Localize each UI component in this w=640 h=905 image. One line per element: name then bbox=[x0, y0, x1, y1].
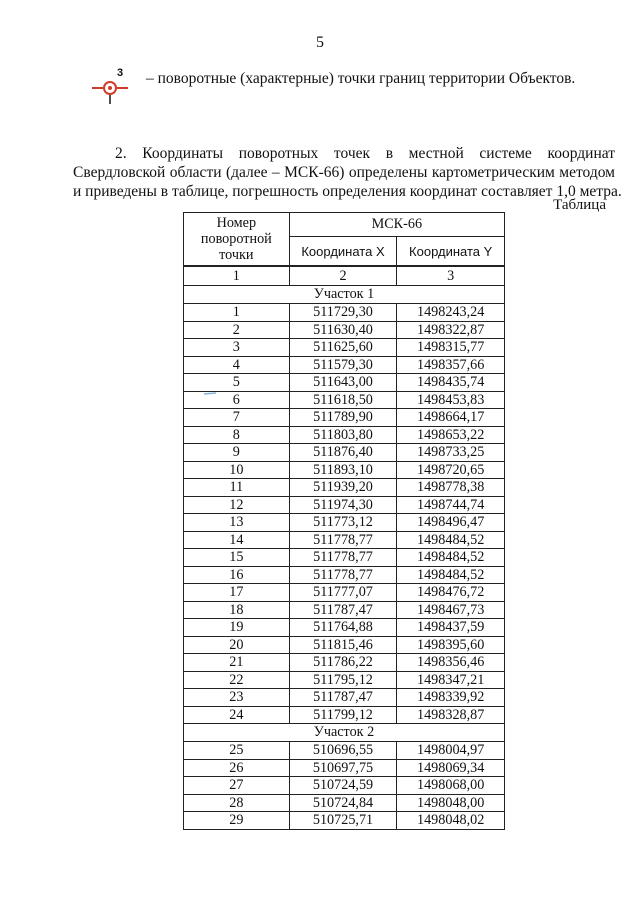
point-number-cell: 29 bbox=[184, 812, 290, 830]
coord-y-cell: 1498048,00 bbox=[397, 794, 505, 812]
coordinates-table bbox=[183, 212, 505, 830]
table-row bbox=[184, 759, 505, 777]
table-row bbox=[184, 566, 505, 584]
coord-y-cell: 1498653,22 bbox=[397, 426, 505, 444]
point-number-cell: 20 bbox=[184, 636, 290, 654]
point-number-cell: 3 bbox=[184, 339, 290, 357]
table-row bbox=[184, 584, 505, 602]
table-row bbox=[184, 496, 505, 514]
coord-x-cell: 511618,50 bbox=[289, 391, 397, 409]
coord-x-cell: 511778,77 bbox=[289, 549, 397, 567]
coord-y-cell: 1498484,52 bbox=[397, 531, 505, 549]
coord-x-cell: 510724,59 bbox=[289, 777, 397, 795]
table-row bbox=[184, 514, 505, 532]
table-row bbox=[184, 794, 505, 812]
coord-y-cell: 1498068,00 bbox=[397, 777, 505, 795]
coord-x-cell: 511579,30 bbox=[289, 356, 397, 374]
boundary-point-symbol-icon bbox=[90, 64, 130, 104]
table-row bbox=[184, 391, 505, 409]
coord-y-cell: 1498664,17 bbox=[397, 409, 505, 427]
point-number-cell: 2 bbox=[184, 321, 290, 339]
table-row bbox=[184, 812, 505, 830]
coord-x-cell: 511876,40 bbox=[289, 444, 397, 462]
paragraph-line: 2. Координаты поворотных точек в местной системе координат bbox=[115, 145, 615, 162]
column-index: 1 bbox=[184, 266, 290, 286]
coord-y-cell: 1498357,66 bbox=[397, 356, 505, 374]
point-number-cell: 15 bbox=[184, 549, 290, 567]
column-index: 3 bbox=[397, 266, 505, 286]
point-number-cell: 13 bbox=[184, 514, 290, 532]
coord-x-cell: 511815,46 bbox=[289, 636, 397, 654]
point-number-cell: 14 bbox=[184, 531, 290, 549]
coord-y-cell: 1498720,65 bbox=[397, 461, 505, 479]
point-number-cell: 1 bbox=[184, 304, 290, 322]
table-label: Таблица bbox=[553, 197, 606, 213]
point-number-cell: 8 bbox=[184, 426, 290, 444]
coord-y-cell: 1498778,38 bbox=[397, 479, 505, 497]
table-row bbox=[184, 444, 505, 462]
table-row bbox=[184, 654, 505, 672]
table-body bbox=[184, 266, 505, 829]
coord-x-cell: 511777,07 bbox=[289, 584, 397, 602]
coord-y-cell: 1498467,73 bbox=[397, 601, 505, 619]
point-number-cell: 7 bbox=[184, 409, 290, 427]
scan-mark bbox=[203, 391, 217, 396]
section-title: Участок 2 bbox=[184, 724, 505, 742]
header-coordinate-system: МСК-66 bbox=[289, 213, 504, 237]
point-number-cell: 18 bbox=[184, 601, 290, 619]
coord-x-cell: 510724,84 bbox=[289, 794, 397, 812]
coord-y-cell: 1498315,77 bbox=[397, 339, 505, 357]
header-point-number: Номер поворотной точки bbox=[184, 213, 290, 267]
table-row bbox=[184, 531, 505, 549]
coord-y-cell: 1498437,59 bbox=[397, 619, 505, 637]
coord-y-cell: 1498476,72 bbox=[397, 584, 505, 602]
coord-y-cell: 1498069,34 bbox=[397, 759, 505, 777]
coord-y-cell: 1498048,02 bbox=[397, 812, 505, 830]
section-row bbox=[184, 724, 505, 742]
point-number-cell: 17 bbox=[184, 584, 290, 602]
paragraph-line: Свердловской области (далее – МСК-66) определены картометрическим методом bbox=[73, 164, 615, 181]
table-row bbox=[184, 671, 505, 689]
coord-y-cell: 1498496,47 bbox=[397, 514, 505, 532]
table-row bbox=[184, 636, 505, 654]
table-row bbox=[184, 706, 505, 724]
coord-x-cell: 511778,77 bbox=[289, 531, 397, 549]
coord-x-cell: 511773,12 bbox=[289, 514, 397, 532]
table-row bbox=[184, 742, 505, 760]
coord-x-cell: 510697,75 bbox=[289, 759, 397, 777]
coord-x-cell: 511803,80 bbox=[289, 426, 397, 444]
coord-x-cell: 511625,60 bbox=[289, 339, 397, 357]
coord-y-cell: 1498322,87 bbox=[397, 321, 505, 339]
coord-y-cell: 1498004,97 bbox=[397, 742, 505, 760]
coord-y-cell: 1498356,46 bbox=[397, 654, 505, 672]
section-row bbox=[184, 286, 505, 304]
coord-y-cell: 1498744,74 bbox=[397, 496, 505, 514]
coord-y-cell: 1498339,92 bbox=[397, 689, 505, 707]
point-number-cell: 23 bbox=[184, 689, 290, 707]
table-row bbox=[184, 304, 505, 322]
legend-text: – поворотные (характерные) точки границ территории Объектов. bbox=[146, 70, 576, 87]
point-number-cell: 28 bbox=[184, 794, 290, 812]
coord-x-cell: 511630,40 bbox=[289, 321, 397, 339]
point-number-cell: 24 bbox=[184, 706, 290, 724]
point-number-cell: 10 bbox=[184, 461, 290, 479]
coord-x-cell: 511764,88 bbox=[289, 619, 397, 637]
coord-x-cell: 511799,12 bbox=[289, 706, 397, 724]
coord-x-cell: 511787,47 bbox=[289, 689, 397, 707]
point-number-cell: 5 bbox=[184, 374, 290, 392]
coord-y-cell: 1498395,60 bbox=[397, 636, 505, 654]
table-row bbox=[184, 549, 505, 567]
column-index-row bbox=[184, 266, 505, 286]
coord-y-cell: 1498484,52 bbox=[397, 566, 505, 584]
coord-y-cell: 1498484,52 bbox=[397, 549, 505, 567]
table-row bbox=[184, 356, 505, 374]
point-number-cell: 11 bbox=[184, 479, 290, 497]
coord-x-cell: 511939,20 bbox=[289, 479, 397, 497]
table-row bbox=[184, 689, 505, 707]
legend bbox=[90, 64, 610, 104]
coord-x-cell: 510696,55 bbox=[289, 742, 397, 760]
coord-x-cell: 511787,47 bbox=[289, 601, 397, 619]
coord-x-cell: 511893,10 bbox=[289, 461, 397, 479]
coord-y-cell: 1498347,21 bbox=[397, 671, 505, 689]
table-row bbox=[184, 461, 505, 479]
coord-x-cell: 510725,71 bbox=[289, 812, 397, 830]
coord-x-cell: 511789,90 bbox=[289, 409, 397, 427]
header-coord-y: Координата Y bbox=[397, 237, 505, 266]
coord-y-cell: 1498733,25 bbox=[397, 444, 505, 462]
table-row bbox=[184, 339, 505, 357]
table-row bbox=[184, 321, 505, 339]
point-number-cell: 21 bbox=[184, 654, 290, 672]
table-row bbox=[184, 409, 505, 427]
header-coord-x: Координата X bbox=[289, 237, 397, 266]
coord-x-cell: 511786,22 bbox=[289, 654, 397, 672]
point-number-cell: 25 bbox=[184, 742, 290, 760]
point-number-cell: 22 bbox=[184, 671, 290, 689]
page-number: 5 bbox=[316, 34, 324, 51]
table-row bbox=[184, 479, 505, 497]
table-row bbox=[184, 601, 505, 619]
coord-x-cell: 511795,12 bbox=[289, 671, 397, 689]
point-number-cell: 27 bbox=[184, 777, 290, 795]
coord-y-cell: 1498328,87 bbox=[397, 706, 505, 724]
coord-x-cell: 511643,00 bbox=[289, 374, 397, 392]
coord-x-cell: 511778,77 bbox=[289, 566, 397, 584]
coord-x-cell: 511729,30 bbox=[289, 304, 397, 322]
symbol-label: 3 bbox=[117, 67, 124, 79]
point-number-cell: 9 bbox=[184, 444, 290, 462]
point-number-cell: 26 bbox=[184, 759, 290, 777]
point-number-cell: 6 bbox=[184, 391, 290, 409]
paragraph-line: и приведены в таблице, погрешность определения координат составляет 1,0 метра. bbox=[73, 183, 622, 200]
section-title: Участок 1 bbox=[184, 286, 505, 304]
table-row bbox=[184, 777, 505, 795]
coord-y-cell: 1498435,74 bbox=[397, 374, 505, 392]
paragraph bbox=[73, 144, 622, 201]
point-number-cell: 12 bbox=[184, 496, 290, 514]
column-index: 2 bbox=[289, 266, 397, 286]
point-number-cell: 19 bbox=[184, 619, 290, 637]
point-number-cell: 4 bbox=[184, 356, 290, 374]
table-row bbox=[184, 426, 505, 444]
coord-x-cell: 511974,30 bbox=[289, 496, 397, 514]
coord-y-cell: 1498453,83 bbox=[397, 391, 505, 409]
coord-y-cell: 1498243,24 bbox=[397, 304, 505, 322]
point-number-cell: 16 bbox=[184, 566, 290, 584]
table-row bbox=[184, 619, 505, 637]
table-row bbox=[184, 374, 505, 392]
